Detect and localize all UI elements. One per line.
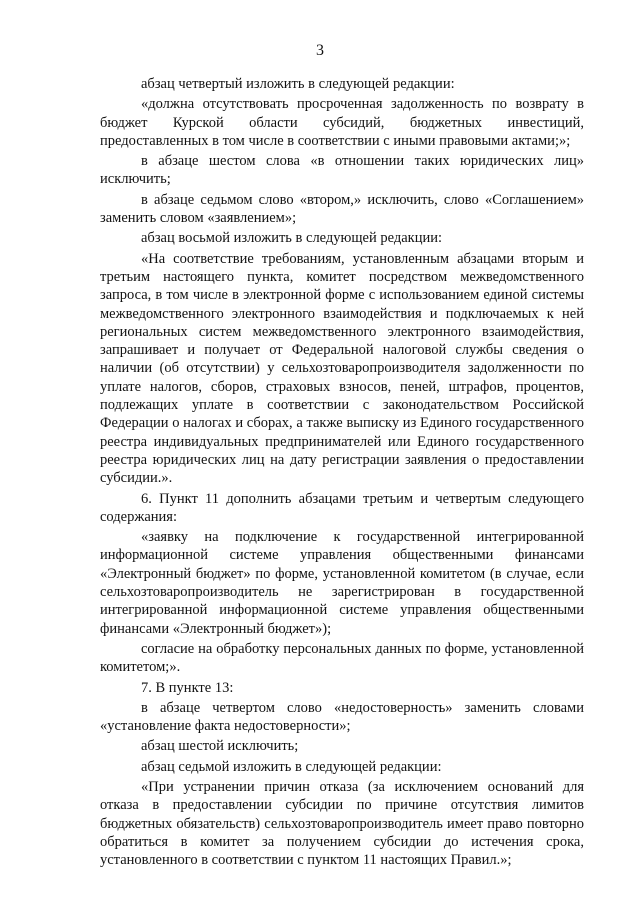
paragraph: абзац шестой исключить; xyxy=(141,738,299,755)
paragraph: в абзаце шестом слова «в отношении таких юридических лиц» исключить; xyxy=(100,153,584,188)
paragraph: абзац четвертый изложить в следующей редакции: xyxy=(141,76,455,92)
paragraph: абзац восьмой изложить в следующей редакции: xyxy=(141,230,443,247)
paragraph: 6. Пункт 11 дополнить абзацами третьим и четвертым следующего содержания: xyxy=(100,490,584,525)
paragraph: «должна отсутствовать просроченная задолженность по возврату в бюджет Курской области субсидий, бюджетных инвестиций, предоставленных в том числе в соответствии с иными правовыми актами;»; xyxy=(100,96,584,149)
paragraph: в абзаце четвертом слово «недостоверность» заменить словами «установление факта недостоверности»; xyxy=(100,699,584,735)
document-body xyxy=(100,75,584,871)
paragraph: абзац седьмой изложить в следующей редакции: xyxy=(141,758,442,775)
paragraph: в абзаце седьмом слово «втором,» исключить, слово «Соглашением» заменить словом «заявлением»; xyxy=(100,191,584,227)
page-number: 3 xyxy=(316,42,324,59)
paragraph: «При устранении причин отказа (за исключением оснований для отказа в предоставлении субсидии по причине отсутствия лимитов бюджетных обязательств) сельхозтоваропроизводитель имеет право повторно обратиться в комитет за получением субсидии до истечения срока, установленного в соответствии с пунктом 11 настоящих Правил.»; xyxy=(100,778,584,869)
paragraph: «заявку на подключение к государственной интегрированной информационной системе управления общественными финансами «Электронный бюджет» по форме, установленной комитетом (в случае, если сельхозтоваропроизводитель не зарегистрирован в государственной интегрированной информационной системе управления общественными финансами «Электронный бюджет»); xyxy=(100,529,584,637)
paragraph: «На соответствие требованиям, установленным абзацами вторым и третьим настоящего пункта, комитет посредством межведомственного запроса, в том числе в электронной форме с использованием единой системы межведомственного электронного взаимодействия и подключаемых к ней региональных систем межведомственного электронного взаимодействия, запрашивает и получает от Федеральной налоговой службы сведения о наличии (об отсутствии) у сельхозтоваропроизводителя задолженности по уплате налогов, сборов, страховых взносов, пеней, штрафов, процентов, подлежащих уплате в соответствии с законодательством Российской Федерации о налогах и сборах, а также выписку из Единого государственного реестра индивидуальных предпринимателей или Единого государственного реестра юридических лиц на дату регистрации заявления о предоставлении субсидии.». xyxy=(100,250,584,487)
paragraph: согласие на обработку персональных данных по форме, установленной комитетом;». xyxy=(100,640,584,676)
paragraph: 7. В пункте 13: xyxy=(141,679,234,696)
